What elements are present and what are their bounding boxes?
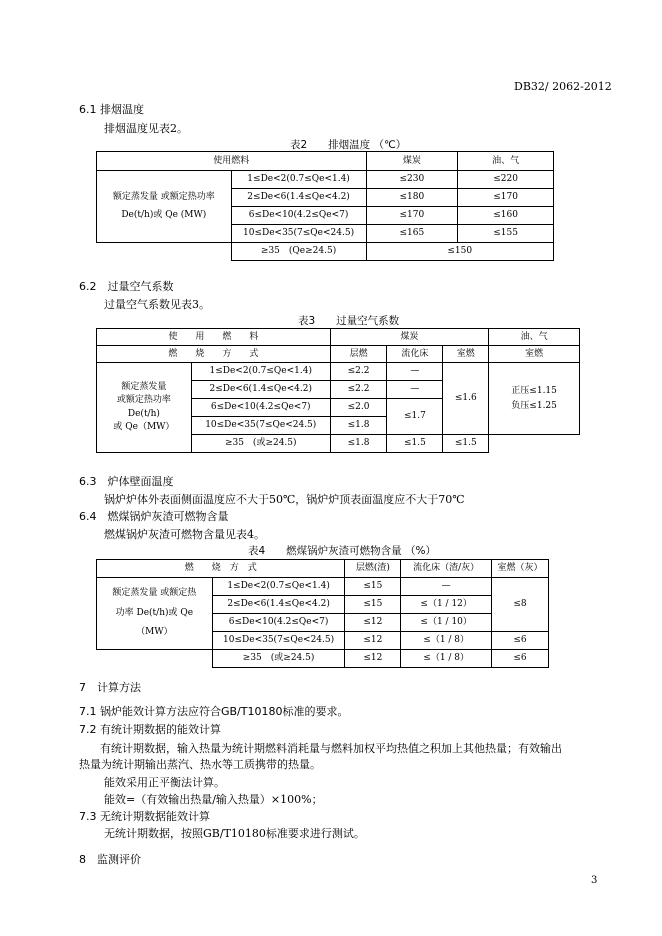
merged-value: ≤150 [366,243,553,261]
table-row [97,363,580,381]
table-row [97,650,549,668]
fluid-value: — [387,363,443,381]
doc-code: DB32/ 2062-2012 [514,80,612,93]
layer-value: ≤12 [345,632,401,650]
range-cell: 1≤De<2(0.7≤Qe<1.4) [212,578,345,596]
table-header: 室燃（灰） [492,560,549,578]
range-cell: 10≤De<35(7≤Qe<24.5) [212,632,345,650]
group-label-line: 或额定热功率 [116,395,171,405]
group-label-line: De(t/h) [127,408,160,419]
fluid-value: ≤1.7 [387,399,443,435]
range-cell: 6≤De<10(4.2≤Qe<7) [191,399,330,417]
table-header: 流化床（渣/灰） [401,560,492,578]
section-8-heading: 8 监测评价 [79,853,141,866]
table-4-caption: 表4 燃煤锅炉灰渣可燃物含量 （%） [248,545,436,557]
section-7-3-heading: 7.3 无统计期数据能效计算 [79,810,210,823]
room-value: ≤1.5 [443,435,489,453]
layer-value: ≤15 [345,596,401,614]
fluid-value: — [387,381,443,399]
layer-value: ≤1.8 [330,435,387,453]
oilgas-value: ≤170 [458,189,554,207]
positive-pressure: 正压≤1.15 [511,386,557,397]
table-3 [96,328,580,453]
oilgas-value: ≤160 [458,207,554,225]
section-7-2-paragraph-cont: 热量为统计期输出蒸汽、热水等工质携带的热量。 [79,758,321,771]
fluid-value: — [401,578,492,596]
layer-value: ≤2.2 [330,363,387,381]
oilgas-value [489,363,580,435]
layer-value: ≤2.2 [330,381,387,399]
range-cell: ≥35 (或≥24.5) [191,435,330,453]
range-cell: 1≤De<2(0.7≤Qe<1.4) [191,363,330,381]
capacity-group-label [97,578,213,650]
table-header: 使用燃料 [97,152,367,171]
range-cell: 10≤De<35(7≤Qe<24.5) [231,225,366,243]
range-cell: 10≤De<35(7≤Qe<24.5) [191,417,330,435]
range-cell: 2≤De<6(1.4≤Qe<4.2) [212,596,345,614]
section-6-3-text: 锅炉炉体外表面侧面温度应不大于50℃，锅炉炉顶表面温度应不大于70℃ [104,493,465,506]
table-header: 室燃 [443,346,489,363]
table-header: 层燃 [330,346,387,363]
group-label-line: 额定蒸发量 [121,381,167,392]
table-header: 燃 烧 方 式 [97,560,345,578]
layer-value: ≤2.0 [330,399,387,417]
room-value: ≤1.6 [443,363,489,435]
layer-value: ≤12 [345,650,401,668]
section-7-2-method: 能效采用正平衡法计算。 [104,776,225,789]
range-cell: 6≤De<10(4.2≤Qe<7) [231,207,366,225]
negative-pressure: 负压≤1.25 [511,400,557,411]
oilgas-value: ≤220 [458,171,554,189]
table-row [97,346,580,363]
range-cell: 1≤De<2(0.7≤Qe<1.4) [231,171,366,189]
section-6-4-intro: 燃煤锅炉灰渣可燃物含量见表4。 [104,528,265,541]
table-row [97,171,554,189]
range-cell: ≥35 (Qe≥24.5) [231,243,366,261]
table-3-caption: 表3 过量空气系数 [298,315,400,327]
fluid-value: ≤（1 / 8） [401,632,492,650]
section-6-4-heading: 6.4 燃煤锅炉灰渣可燃物含量 [79,510,229,523]
section-6-2-intro: 过量空气系数见表3。 [104,298,210,311]
capacity-group-label: 额定蒸发量 或额定热功率 De(t/h)或 Qe (MW) [97,171,232,243]
page-number: 3 [591,875,598,886]
range-cell: 6≤De<10(4.2≤Qe<7) [212,614,345,632]
room-value: ≤6 [492,650,549,668]
room-value: ≤6 [492,632,549,650]
table-header: 油、气 [458,152,554,171]
coal-value: ≤170 [366,207,458,225]
table-header: 燃 烧 方 式 [97,346,331,363]
section-7-3-text: 无统计期数据，按照GB/T10180标准要求进行测试。 [104,827,365,840]
section-6-1-heading: 6.1 排烟温度 [79,103,144,116]
group-label-line: 功率 De(t/h)或 Qe [115,607,194,618]
table-header: 层燃(渣) [345,560,401,578]
capacity-group-label [97,363,192,453]
group-label-line: 额定蒸发量 或额定热 [112,587,197,598]
table-2 [96,151,554,261]
table-row [97,152,554,171]
table-4 [96,559,549,668]
layer-value: ≤12 [345,614,401,632]
coal-value: ≤165 [366,225,458,243]
section-7-2-formula: 能效=（有效输出热量/输入热量）×100%； [104,793,323,806]
group-label-line: 或 Qe（MW） [113,422,175,432]
table-header: 使 用 燃 料 [97,329,331,346]
table-header: 煤炭 [366,152,458,171]
section-7-1-heading: 7.1 锅炉能效计算方法应符合GB/T10180标准的要求。 [79,705,349,718]
fluid-value: ≤（1 / 12） [401,596,492,614]
table-header: 油、气 [489,329,580,346]
coal-value: ≤180 [366,189,458,207]
oilgas-value: ≤155 [458,225,554,243]
section-6-2-heading: 6.2 过量空气系数 [79,280,174,293]
room-value: ≤8 [492,578,549,632]
range-cell: ≥35 (或≥24.5) [212,650,345,668]
section-7-heading: 7 计算方法 [79,681,141,694]
layer-value: ≤15 [345,578,401,596]
group-label-line: （MW） [136,627,173,638]
fluid-value: ≤1.5 [387,435,443,453]
section-6-1-intro: 排烟温度见表2。 [104,122,188,135]
fluid-value: ≤（1 / 10） [401,614,492,632]
coal-value: ≤230 [366,171,458,189]
range-cell: 2≤De<6(1.4≤Qe<4.2) [231,189,366,207]
table-row [97,243,554,261]
section-7-2-heading: 7.2 有统计期数据的能效计算 [79,723,221,736]
table-header: 室燃 [489,346,580,363]
table-row [97,578,549,596]
table-header: 流化床 [387,346,443,363]
layer-value: ≤1.8 [330,417,387,435]
table-2-caption: 表2 排烟温度 （℃） [290,139,407,151]
table-header: 煤炭 [330,329,489,346]
fluid-value: ≤（1 / 8） [401,650,492,668]
section-6-3-heading: 6.3 炉体壁面温度 [79,475,174,488]
range-cell: 2≤De<6(1.4≤Qe<4.2) [191,381,330,399]
section-7-2-paragraph: 有统计期数据，输入热量为统计期燃料消耗量与燃料加权平均热值之积加上其他热量；有效输出 [100,742,562,755]
table-row [97,560,549,578]
table-row [97,329,580,346]
